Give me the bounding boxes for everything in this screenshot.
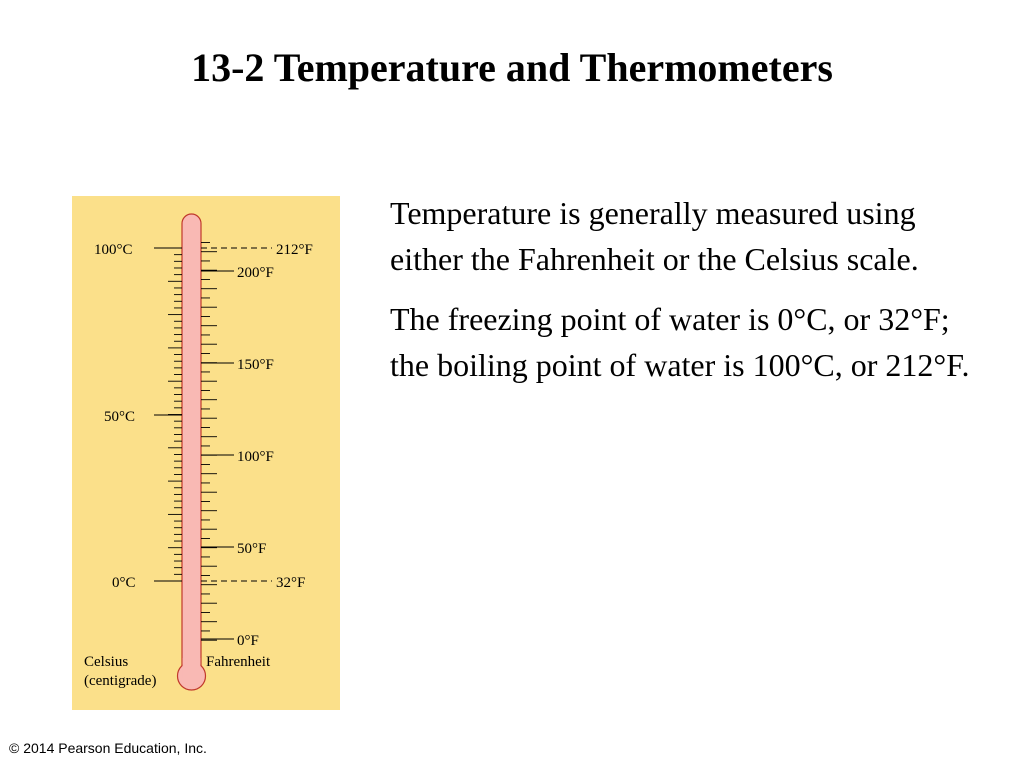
slide-title: 13-2 Temperature and Thermometers [191,45,833,90]
celsius-label-100: 100°C [94,242,133,258]
fahrenheit-label-200: 200°F [237,265,274,281]
thermometer-diagram [72,196,340,710]
fahrenheit-label-212: 212°F [276,242,313,258]
celsius-label-50: 50°C [104,409,136,425]
thermometer-figure [72,196,340,710]
celsius-scale-name: Celsius [84,654,129,670]
thermometer-tube [182,214,201,684]
slide-body [390,190,990,388]
figure-background [72,196,340,710]
fahrenheit-label-150: 150°F [237,357,274,373]
fahrenheit-label-50: 50°F [237,541,267,557]
fahrenheit-label-100: 100°F [237,449,274,465]
fahrenheit-label-32: 32°F [276,575,306,591]
fahrenheit-label-0: 0°F [237,633,259,649]
fahrenheit-scale-name: Fahrenheit [206,654,271,670]
body-paragraph-1: Temperature is generally measured using either the Fahrenheit or the Celsius scale. [390,195,919,277]
copyright-notice: © 2014 Pearson Education, Inc. [9,740,207,756]
body-paragraph-2: The freezing point of water is 0°C, or 32°F; the boiling point of water is 100°C, or 212°F. [390,301,970,383]
celsius-label-0: 0°C [112,575,136,591]
celsius-scale-subname: (centigrade) [84,673,157,689]
bulb-joint [183,658,201,678]
